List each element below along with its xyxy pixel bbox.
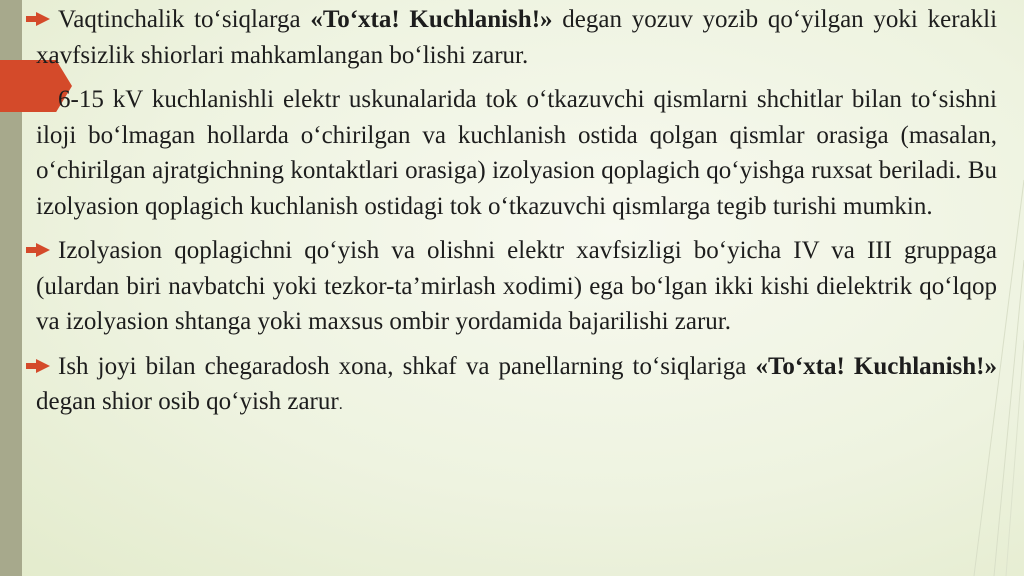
slide-content	[36, 2, 997, 432]
p4-period: .	[338, 396, 343, 413]
p4-text-2: degan shior osib qo‘yish zarur	[36, 388, 339, 415]
paragraph-3	[36, 233, 997, 340]
p4-warning-sign-text: «To‘xta! Kuchlanish!»	[755, 352, 997, 380]
arrow-bullet-icon	[36, 12, 50, 26]
arrow-bullet-icon	[36, 359, 50, 373]
p3-text: Izolyasion qoplagichni qo‘yish va olishni elektr xavfsizligi bo‘yicha IV va III gruppaga (ulardan biri navbatchi yoki tezkor-ta’mirlash xodimi) ega bo‘lgan ikki kishi dielektrik qo‘lqop va izolyasion shtanga yoki maxsus ombir yordamida bajarilishi zarur.	[36, 237, 997, 335]
paragraph-2	[36, 82, 997, 224]
p1-text-2: degan yozuv yozib qo‘yilgan yoki kerakli xavfsizlik shiorlari mahkamlangan bo‘lishi zarur.	[36, 6, 998, 69]
p1-warning-sign-text: «To‘xta! Kuchlanish!»	[310, 6, 553, 33]
arrow-bullet-icon	[36, 92, 50, 106]
arrow-bullet-icon	[36, 243, 50, 257]
p4-text-1: Ish joyi bilan chegaradosh xona, shkaf va panellarning to‘siqlariga	[58, 352, 756, 380]
paragraph-4	[36, 349, 997, 423]
p1-text-1: Vaqtinchalik to‘siqlarga	[58, 6, 311, 33]
paragraph-1	[36, 2, 997, 73]
p2-text: 6-15 kV kuchlanishli elektr uskunalarida tok o‘tkazuvchi qismlarni shchitlar bilan to‘sishni iloji bo‘lmagan hollarda o‘chirilgan va kuchlanish ostida qolgan qismlar orasiga (masalan, o‘chirilgan ajratgichning kontaktlari orasiga) izolyasion qoplagich qo‘yishga ruxsat beriladi. Bu izolyasion qoplagich kuchlanish ostidagi tok o‘tkazuvchi qismlarga tegib turishi mumkin.	[36, 86, 997, 220]
